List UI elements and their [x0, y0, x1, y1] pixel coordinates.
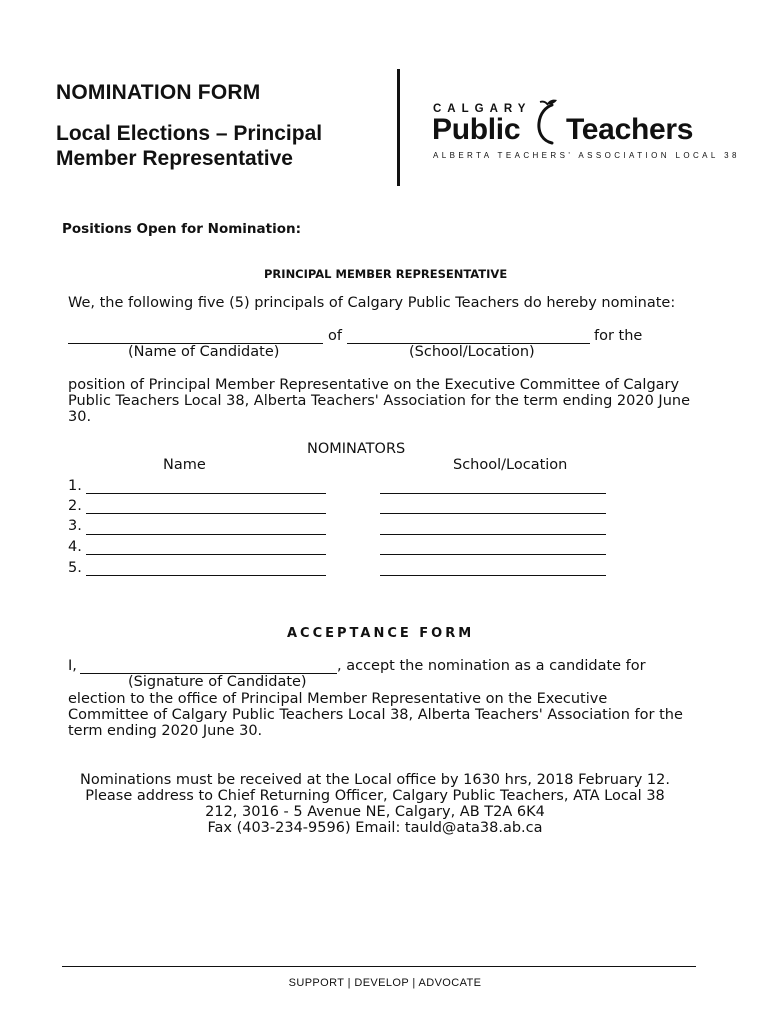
candidate-name-caption: (Name of Candidate) [128, 344, 280, 360]
header-divider [397, 69, 400, 186]
footer-motto: SUPPORT | DEVELOP | ADVOCATE [288, 977, 482, 989]
apple-logo-icon [532, 97, 560, 147]
nominator-name-line[interactable] [86, 554, 326, 555]
acceptance-paragraph: election to the office of Principal Member Representative on the Executive Committee of Calgary Public Teachers Local 38, Alberta Teachers' Association for the term ending 2020 June 30. [68, 691, 683, 739]
nominator-name-line[interactable] [86, 493, 326, 494]
of-label: of [328, 328, 342, 344]
nominator-school-line[interactable] [380, 493, 606, 494]
intro-text: We, the following five (5) principals of Calgary Public Teachers do hereby nominate: [68, 295, 676, 311]
nominator-school-line[interactable] [380, 513, 606, 514]
nominator-school-line[interactable] [380, 534, 606, 535]
nominators-col-name: Name [163, 457, 206, 473]
acceptance-prefix: I, [68, 658, 77, 674]
acceptance-heading: ACCEPTANCE FORM [287, 626, 475, 641]
form-subtitle: Local Elections – Principal Member Representative [56, 122, 323, 170]
position-heading: PRINCIPAL MEMBER REPRESENTATIVE [264, 267, 508, 281]
signature-caption: (Signature of Candidate) [128, 674, 307, 690]
notice-line-2: Please address to Chief Returning Officer, Calgary Public Teachers, ATA Local 38 [85, 788, 665, 804]
submission-notice [0, 772, 750, 836]
logo-word-teachers: Teachers [566, 113, 694, 146]
logo-word-public: Public [432, 113, 521, 146]
position-paragraph: position of Principal Member Representative on the Executive Committee of Calgary Public Teachers Local 38, Alberta Teachers' Association for the term ending 2020 June 30. [68, 377, 690, 425]
form-title: NOMINATION FORM [56, 81, 261, 104]
candidate-school-caption: (School/Location) [409, 344, 535, 360]
nominator-number: 1. [68, 478, 82, 494]
nominator-name-line[interactable] [86, 513, 326, 514]
nominator-number: 2. [68, 498, 82, 514]
nominators-heading: NOMINATORS [307, 441, 406, 457]
nominator-number: 5. [68, 560, 82, 576]
positions-label: Positions Open for Nomination: [62, 221, 301, 237]
footer-divider [62, 966, 696, 967]
nominator-number: 3. [68, 518, 82, 534]
notice-line-3: 212, 3016 - 5 Avenue NE, Calgary, AB T2A 6K4 [205, 804, 545, 820]
nominator-number: 4. [68, 539, 82, 555]
notice-line-4: Fax (403-234-9596) Email: tauld@ata38.ab.ca [207, 820, 543, 836]
nominator-school-line[interactable] [380, 554, 606, 555]
nominator-name-line[interactable] [86, 575, 326, 576]
nominator-school-line[interactable] [380, 575, 606, 576]
acceptance-suffix: , accept the nomination as a candidate for [337, 658, 646, 674]
logo-city-text: CALGARY [433, 103, 532, 115]
nominators-col-school: School/Location [453, 457, 568, 473]
notice-line-1: Nominations must be received at the Local office by 1630 hrs, 2018 February 12. [79, 772, 670, 788]
logo-tagline: ALBERTA TEACHERS' ASSOCIATION LOCAL 38 [433, 151, 740, 160]
for-the-label: for the [594, 328, 643, 344]
nominator-name-line[interactable] [86, 534, 326, 535]
